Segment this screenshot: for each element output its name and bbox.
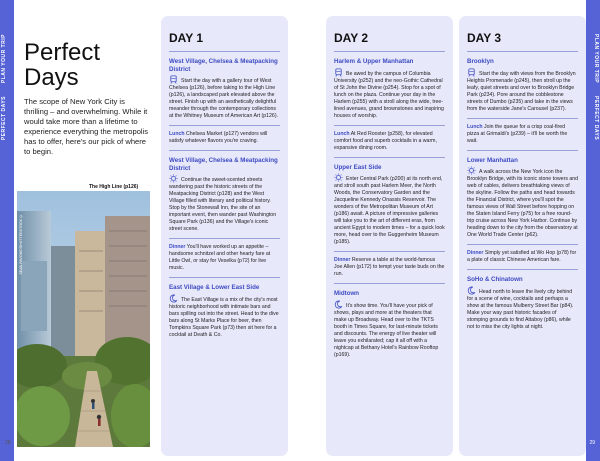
section-body bbox=[169, 174, 280, 233]
page-number: 29 bbox=[589, 440, 595, 446]
meal-text: Join the queue for a crisp coal-fired pizza at Grimaldi's (p239) – it'll be worth the wait. bbox=[467, 123, 568, 144]
section-title: East Village & Lower East Side bbox=[169, 284, 260, 291]
itinerary-section bbox=[169, 58, 280, 120]
tab-label-days: PERFECT DAYS bbox=[1, 96, 7, 141]
right-page bbox=[300, 0, 600, 461]
section-divider bbox=[169, 150, 280, 151]
meal-text: You'll have worked up an appetite – handsome schnitzel and other hearty fare at Little Owl, or stay for Veselka (p72) for live music. bbox=[169, 244, 271, 271]
section-text: A walk across the New York icon the Brooklyn Bridge, with its iconic stone towers and web of cables, delivers breathtaking views of the skyline. Follow the paths and head towards the Financial District, where you'll spot the famous views of Wall Street before hopping on the Staten Island Ferry (p75) for a free round-trip cruise across New York Harbor. Continue by heading down to the city from the observatory at One World Trade Center (p62). bbox=[467, 169, 579, 238]
section-divider bbox=[467, 150, 578, 151]
high-line-photo bbox=[17, 191, 150, 447]
day-1-column bbox=[161, 16, 288, 456]
meal-label: Dinner bbox=[467, 250, 484, 256]
section-title: Brooklyn bbox=[467, 58, 494, 65]
meal-entry bbox=[467, 124, 578, 145]
meal-text: Simply yet satisfied at Wo Hop (p78) for a plate of classic Chinese American fare. bbox=[467, 250, 577, 263]
section-divider bbox=[467, 269, 578, 270]
itinerary-section bbox=[334, 290, 445, 359]
tab-label-days: PERFECT DAYS bbox=[593, 96, 599, 141]
tab-label-plan: PLAN YOUR TRIP bbox=[1, 34, 7, 84]
section-divider bbox=[169, 238, 280, 239]
day-heading: DAY 2 bbox=[334, 16, 445, 52]
section-divider bbox=[334, 251, 445, 252]
section-tab bbox=[586, 0, 600, 461]
section-tab bbox=[0, 0, 14, 461]
section-body bbox=[334, 173, 445, 246]
section-title: SoHo & Chinatown bbox=[467, 276, 523, 283]
itinerary-section bbox=[467, 157, 578, 240]
sun-icon bbox=[334, 173, 343, 182]
meal-text: At Red Rooster (p258), for elevated comfort food and superb cocktails in a warm, expansive dining room. bbox=[334, 130, 437, 151]
day-3-column bbox=[459, 16, 586, 456]
section-title: Harlem & Upper Manhattan bbox=[334, 58, 414, 65]
sun-icon bbox=[467, 166, 476, 175]
tram-icon bbox=[334, 68, 343, 77]
section-body bbox=[169, 294, 280, 339]
section-text: Enter Central Park (p200) at its north end, and stroll south past Harlem Meer, the North Woods, the Conservatory Garden and the Jacqueline Kennedy Onassis Reservoir. The wonders of the Metropolitan Museum of Art (p186) await. A picture of impressive galleries will take you to the art of different eras, from ancient Egypt to modern times – for a quick look more, head over to the Guggenheim Museum (p185). bbox=[334, 176, 445, 245]
section-text: Head north to leave the lively city behind for a scene of wine, cocktails and perhaps a show at the famous Mulberry Street Bar (p84). Make your way past historic facades of stomping grounds to find Attaboy (p86), while not to miss the city lights at night. bbox=[467, 288, 574, 330]
meal-entry bbox=[169, 244, 280, 272]
page-number: 28 bbox=[5, 440, 11, 446]
section-title: Lower Manhattan bbox=[467, 156, 518, 164]
meal-label: Lunch bbox=[169, 131, 185, 137]
section-title: West Village, Chelsea & Meatpacking District bbox=[169, 157, 278, 172]
itinerary-section bbox=[169, 284, 280, 339]
moon-icon bbox=[467, 286, 476, 295]
tram-icon bbox=[467, 68, 476, 77]
itinerary-section bbox=[334, 164, 445, 247]
itinerary-section bbox=[467, 58, 578, 113]
day-heading: DAY 1 bbox=[169, 16, 280, 52]
section-divider bbox=[467, 118, 578, 119]
section-body bbox=[334, 68, 445, 120]
section-divider bbox=[467, 244, 578, 245]
section-text: Start the day with views from the Brooklyn Heights Promenade (p245), then stroll up the leafy, quiet streets and over to Brooklyn Bridge Park (p234). Pore around the cobblestone streets of Dumbo (p235) and take in the views from the waterside Jane's Carousel (p237). bbox=[467, 70, 576, 112]
tab-label-plan: PLAN YOUR TRIP bbox=[593, 34, 599, 84]
section-title: Upper East Side bbox=[334, 163, 382, 171]
section-divider bbox=[334, 157, 445, 158]
meal-entry bbox=[334, 257, 445, 278]
section-body bbox=[467, 68, 578, 113]
day-heading: DAY 3 bbox=[467, 16, 578, 52]
meal-label: Lunch bbox=[467, 123, 483, 130]
section-divider bbox=[169, 125, 280, 126]
itinerary-section bbox=[334, 58, 445, 120]
section-title: Midtown bbox=[334, 290, 360, 297]
section-text: Be awed by the campus of Columbia University (p252) and the neo-Gothic Cathedral of St John the Divine (p254). Stop for a spot of lunch on the plaza. Continue your day in the Harlem (p255) with a stroll along the wide, tree-lined avenues, grand brownstones and inspiring houses of worship. bbox=[334, 70, 444, 119]
section-divider bbox=[334, 125, 445, 126]
itinerary-section bbox=[467, 276, 578, 331]
section-divider bbox=[169, 277, 280, 278]
section-body bbox=[169, 75, 280, 120]
meal-entry bbox=[334, 131, 445, 152]
section-body bbox=[467, 286, 578, 331]
meal-label: Dinner bbox=[334, 257, 351, 263]
section-body bbox=[334, 300, 445, 359]
photo-credit: SEAN PAVONE/SHUTTERSTOCK © bbox=[19, 214, 23, 275]
section-text: The East Village is a mix of the city's most historic neighborhood with intimate bars and bars spilling out into the street. Head to the dive bars along St Marks Place for beer, then Tompkins Square Park (p73) then sit here for a cocktail at Death & Co. bbox=[169, 296, 279, 338]
intro-paragraph: The scope of New York City is thrilling – and overwhelming. While it would take more than a lifetime to experience everything the metropolis has to offer, here's our pick of where to begin. bbox=[24, 97, 149, 156]
photo-caption: The High Line (p126) bbox=[89, 184, 139, 190]
moon-icon bbox=[334, 300, 343, 309]
meal-label: Lunch bbox=[334, 130, 350, 137]
meal-entry bbox=[467, 250, 578, 264]
meal-text: Reserve a table at the world-famous Joe Allen (p172) to tempt your taste buds on the run. bbox=[334, 257, 445, 277]
page-title: Perfect Days bbox=[24, 39, 101, 91]
meal-text: Chelsea Market (p127) vendors will satisfy whatever flavors you're craving. bbox=[169, 131, 268, 144]
section-divider bbox=[334, 283, 445, 284]
meal-label: Dinner bbox=[169, 244, 186, 250]
section-text: Continue the sweet-scented streets wandering past the historic streets of the Meatpacking District (p128) and the West Village filled with literary and political history. Stop by the Stonewall Inn, the site of an important event, then wander past Washington Square Park (p136) and the Village's iconic street scene. bbox=[169, 177, 277, 232]
section-text: It's show time. You'll have your pick of shows, plays and more at the theaters that make up Broadway. Head over to the TKTS booth in Times Square, for last-minute tickets and discounts. The energy of live theater will leave you exhilarated; cap it all off with a nightcap at Bethany Hotel's Rainbow Rooftop (p169). bbox=[334, 302, 439, 358]
itinerary-section bbox=[169, 157, 280, 233]
section-title: West Village, Chelsea & Meatpacking District bbox=[169, 58, 278, 73]
tram-icon bbox=[169, 75, 178, 84]
day-2-column bbox=[326, 16, 453, 456]
section-body bbox=[467, 166, 578, 239]
sun-icon bbox=[169, 174, 178, 183]
section-text: Start the day with a gallery tour of West Chelsea (p126), before taking to the High Line (p126), a landscaped park elevated above the street. Finish up with an aesthetically delightful meander through the contemporary collections at the Whitney Museum of American Art (p126). bbox=[169, 78, 278, 119]
meal-entry bbox=[169, 131, 280, 145]
moon-icon bbox=[169, 294, 178, 303]
